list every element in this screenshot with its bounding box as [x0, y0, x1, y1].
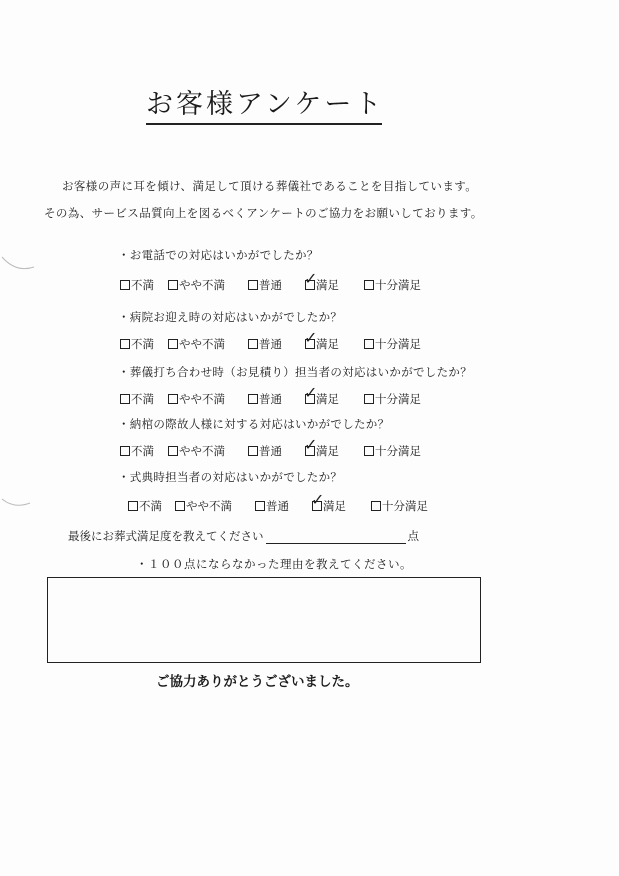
checkbox[interactable]: [128, 501, 138, 511]
page-title: お客様アンケート: [146, 82, 382, 125]
q4-option-jubun-manzoku[interactable]: [364, 443, 421, 459]
option-label: 十分満足: [375, 278, 421, 292]
checkbox[interactable]: [168, 394, 178, 404]
reason-label: ・１００点にならなかった理由を教えてください。: [136, 557, 412, 571]
checkbox[interactable]: [248, 446, 258, 456]
q4-option-fuman[interactable]: [120, 443, 154, 459]
q3-option-manzoku[interactable]: [304, 383, 339, 407]
q4-option-futsu[interactable]: [248, 443, 282, 459]
intro-line-2: その為、サービス品質向上を図るべくアンケートのご協力をお願いしております。: [44, 206, 483, 220]
checkbox[interactable]: [168, 280, 178, 290]
thanks-message: ご協力ありがとうございました。: [156, 674, 359, 690]
option-label: やや不満: [179, 392, 225, 406]
scan-mark-icon: [0, 495, 40, 515]
option-label: 満足: [316, 444, 339, 458]
checkbox[interactable]: [364, 446, 374, 456]
checkbox[interactable]: [364, 394, 374, 404]
option-label: 十分満足: [375, 392, 421, 406]
q1-option-yaya-fuman[interactable]: [168, 277, 225, 293]
q3-option-jubun-manzoku[interactable]: [364, 391, 421, 407]
option-label: 不満: [131, 444, 154, 458]
score-unit: 点: [407, 529, 419, 543]
option-label: 普通: [259, 337, 282, 351]
option-label: 満足: [316, 337, 339, 351]
checkmark-icon: ✓: [304, 269, 318, 288]
checkmark-icon: ✓: [311, 490, 325, 509]
q5-option-yaya-fuman[interactable]: [175, 498, 232, 514]
checkbox-checked[interactable]: [304, 328, 318, 349]
checkmark-icon: ✓: [304, 383, 318, 402]
q2-option-jubun-manzoku[interactable]: [364, 336, 421, 352]
option-label: 十分満足: [375, 337, 421, 351]
checkbox-checked[interactable]: [311, 490, 325, 511]
checkbox-checked[interactable]: [304, 383, 318, 404]
option-label: 十分満足: [382, 499, 428, 513]
q3-option-yaya-fuman[interactable]: [168, 391, 225, 407]
reason-textarea[interactable]: [47, 577, 481, 663]
checkmark-icon: ✓: [304, 328, 318, 347]
option-label: 不満: [131, 337, 154, 351]
q3-option-futsu[interactable]: [248, 391, 282, 407]
question-2: ・病院お迎え時の対応はいかがでしたか？: [118, 310, 343, 324]
question-4: ・納棺の際故人様に対する対応はいかがでしたか？: [118, 417, 390, 431]
option-label: 不満: [131, 278, 154, 292]
q3-option-fuman[interactable]: [120, 391, 154, 407]
option-label: 普通: [259, 278, 282, 292]
checkbox[interactable]: [120, 446, 130, 456]
question-3: ・葬儀打ち合わせ時（お見積り）担当者の対応はいかがでしたか？: [118, 365, 472, 379]
q2-option-yaya-fuman[interactable]: [168, 336, 225, 352]
option-label: 十分満足: [375, 444, 421, 458]
checkbox[interactable]: [168, 446, 178, 456]
q5-option-manzoku[interactable]: [311, 490, 346, 514]
option-label: 普通: [266, 499, 289, 513]
scan-mark-icon: [0, 255, 40, 275]
checkbox[interactable]: [248, 394, 258, 404]
checkbox[interactable]: [120, 394, 130, 404]
q2-option-fuman[interactable]: [120, 336, 154, 352]
checkbox[interactable]: [364, 339, 374, 349]
q1-option-futsu[interactable]: [248, 277, 282, 293]
q4-option-yaya-fuman[interactable]: [168, 443, 225, 459]
option-label: 満足: [316, 392, 339, 406]
q2-option-futsu[interactable]: [248, 336, 282, 352]
q5-option-fuman[interactable]: [128, 498, 162, 514]
checkbox[interactable]: [168, 339, 178, 349]
q1-option-fuman[interactable]: [120, 277, 154, 293]
intro-line-1: お客様の声に耳を傾け、満足して頂ける葬儀社であることを目指しています。: [62, 179, 478, 193]
score-label: 最後にお葬式満足度を教えてください: [68, 529, 264, 543]
checkbox[interactable]: [255, 501, 265, 511]
checkbox[interactable]: [248, 339, 258, 349]
checkbox[interactable]: [175, 501, 185, 511]
checkbox[interactable]: [364, 280, 374, 290]
checkbox[interactable]: [120, 339, 130, 349]
q5-option-futsu[interactable]: [255, 498, 289, 514]
option-label: 不満: [131, 392, 154, 406]
q5-option-jubun-manzoku[interactable]: [371, 498, 428, 514]
q4-option-manzoku[interactable]: [304, 435, 339, 459]
score-row: [68, 528, 419, 544]
q1-option-manzoku[interactable]: [304, 269, 339, 293]
checkbox[interactable]: [248, 280, 258, 290]
question-5: ・式典時担当者の対応はいかがでしたか？: [118, 470, 343, 484]
option-label: 普通: [259, 444, 282, 458]
checkbox[interactable]: [371, 501, 381, 511]
option-label: 満足: [316, 278, 339, 292]
checkbox-checked[interactable]: [304, 435, 318, 456]
q1-option-jubun-manzoku[interactable]: [364, 277, 421, 293]
q2-option-manzoku[interactable]: [304, 328, 339, 352]
checkbox-checked[interactable]: [304, 269, 318, 290]
checkbox[interactable]: [120, 280, 130, 290]
checkmark-icon: ✓: [304, 435, 318, 454]
option-label: 満足: [323, 499, 346, 513]
question-1: ・お電話での対応はいかがでしたか？: [118, 248, 319, 262]
option-label: 不満: [139, 499, 162, 513]
option-label: 普通: [259, 392, 282, 406]
score-input[interactable]: [266, 531, 406, 544]
option-label: やや不満: [179, 278, 225, 292]
option-label: やや不満: [179, 337, 225, 351]
option-label: やや不満: [179, 444, 225, 458]
option-label: やや不満: [186, 499, 232, 513]
